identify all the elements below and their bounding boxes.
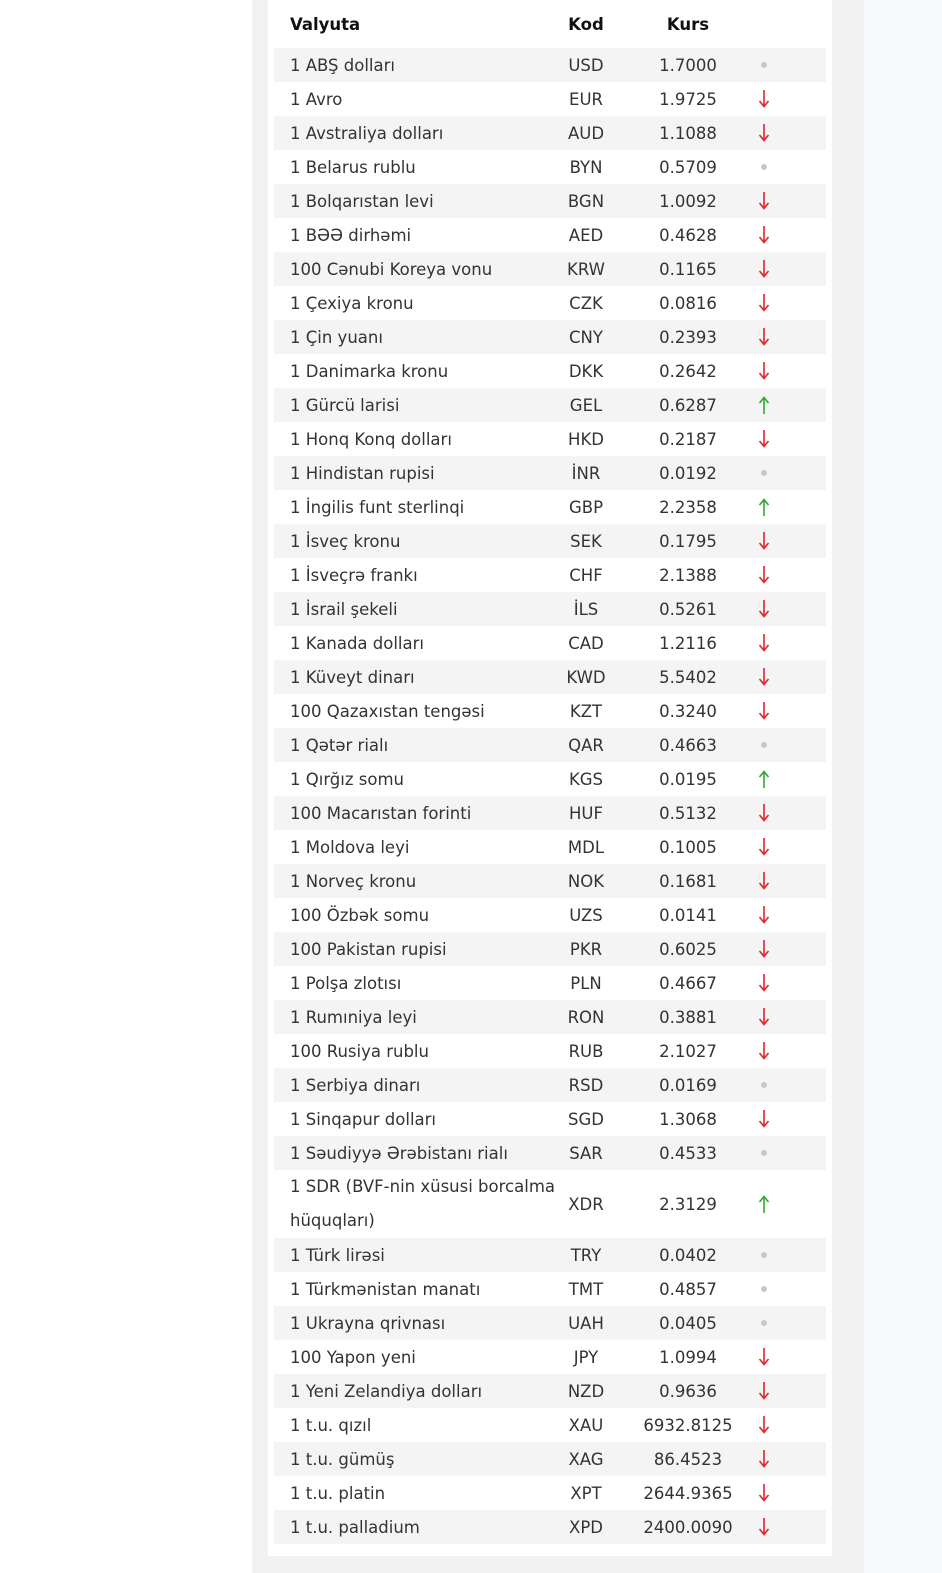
arrow-down-icon [757, 973, 771, 993]
table-row [274, 82, 826, 116]
table-row [274, 286, 826, 320]
currency-code: KZT [569, 701, 603, 721]
currency-code: AED [568, 225, 604, 245]
currency-name: 1 Qırğız somu [290, 769, 404, 789]
currency-code: KGS [568, 769, 604, 789]
exchange-rate: 2.1388 [659, 565, 717, 585]
currency-code: TRY [570, 1245, 602, 1265]
exchange-rate: 1.7000 [659, 55, 717, 75]
arrow-down-icon [757, 89, 771, 109]
trend-indicator [748, 932, 780, 966]
table-row [274, 1000, 826, 1034]
arrow-down-icon [757, 191, 771, 211]
trend-indicator [748, 388, 780, 422]
trend-indicator [748, 320, 780, 354]
arrow-down-icon [757, 1415, 771, 1435]
header-rate: Kurs [666, 14, 710, 34]
arrow-down-icon [757, 1041, 771, 1061]
exchange-rate: 1.2116 [659, 633, 717, 653]
currency-name: 1 Moldova leyi [290, 837, 410, 857]
arrow-down-icon [757, 259, 771, 279]
arrow-down-icon [757, 225, 771, 245]
exchange-rate: 0.5709 [659, 157, 717, 177]
arrow-down-icon [757, 871, 771, 891]
currency-name: 100 Özbək somu [290, 905, 430, 925]
exchange-rate: 0.0192 [659, 463, 717, 483]
exchange-rate: 0.1795 [659, 531, 717, 551]
table-row [274, 354, 826, 388]
arrow-up-icon [757, 769, 771, 789]
table-row [274, 320, 826, 354]
currency-code: RON [567, 1007, 605, 1027]
table-row [274, 1442, 826, 1476]
currency-name: 1 İngilis funt sterlinqi [290, 497, 465, 517]
currency-code: NOK [567, 871, 605, 891]
neutral-dot-icon [761, 742, 767, 748]
currency-name: 1 t.u. gümüş [290, 1449, 395, 1469]
arrow-down-icon [757, 1449, 771, 1469]
table-row [274, 1102, 826, 1136]
trend-indicator [748, 558, 780, 592]
exchange-rate: 2644.9365 [643, 1483, 733, 1503]
trend-indicator [748, 218, 780, 252]
currency-name: 1 Küveyt dinarı [290, 667, 415, 687]
exchange-rate: 0.0195 [659, 769, 717, 789]
trend-indicator [748, 830, 780, 864]
exchange-rate: 0.0816 [659, 293, 717, 313]
trend-indicator [748, 1238, 780, 1272]
currency-name: 1 t.u. platin [290, 1483, 386, 1503]
table-row [274, 932, 826, 966]
trend-indicator [748, 1442, 780, 1476]
trend-indicator [748, 762, 780, 796]
currency-code: QAR [568, 735, 604, 755]
currency-code: RUB [568, 1041, 604, 1061]
table-row [274, 592, 826, 626]
currency-code: SGD [568, 1109, 604, 1129]
currency-code: XPD [569, 1517, 603, 1537]
exchange-rate: 0.0402 [659, 1245, 717, 1265]
arrow-down-icon [757, 293, 771, 313]
exchange-rate: 0.5261 [659, 599, 717, 619]
exchange-rate: 0.4663 [659, 735, 717, 755]
currency-name: 1 Gürcü larisi [290, 395, 400, 415]
exchange-rate: 1.9725 [659, 89, 717, 109]
currency-code: PKR [569, 939, 603, 959]
trend-indicator [748, 660, 780, 694]
table-row [274, 184, 826, 218]
currency-code: CNY [569, 327, 603, 347]
exchange-rate: 0.3240 [659, 701, 717, 721]
currency-name: 1 Çexiya kronu [290, 293, 414, 313]
trend-indicator [748, 252, 780, 286]
currency-name: 1 Rumıniya leyi [290, 1007, 417, 1027]
exchange-rate: 0.4533 [659, 1143, 717, 1163]
table-row [274, 490, 826, 524]
trend-indicator [748, 1340, 780, 1374]
currency-code: NZD [567, 1381, 605, 1401]
arrow-down-icon [757, 531, 771, 551]
currency-code: HUF [569, 803, 603, 823]
neutral-dot-icon [761, 470, 767, 476]
currency-code: RSD [568, 1075, 604, 1095]
currency-name: 1 Türk lirəsi [290, 1245, 385, 1265]
currency-rates-table [274, 0, 826, 1544]
currency-code: CZK [569, 293, 603, 313]
currency-name: 100 Rusiya rublu [290, 1041, 429, 1061]
currency-code: İNR [571, 463, 601, 483]
exchange-rate: 2400.0090 [643, 1517, 733, 1537]
neutral-dot-icon [761, 1082, 767, 1088]
table-row [274, 1306, 826, 1340]
neutral-dot-icon [761, 1252, 767, 1258]
currency-code: XAU [568, 1415, 604, 1435]
arrow-up-icon [757, 395, 771, 415]
exchange-rate: 0.0405 [659, 1313, 717, 1333]
currency-name: 1 Kanada dolları [290, 633, 424, 653]
table-row [274, 1034, 826, 1068]
arrow-down-icon [757, 939, 771, 959]
currency-code: XPT [570, 1483, 602, 1503]
trend-indicator [748, 1102, 780, 1136]
currency-code: JPY [573, 1347, 599, 1367]
trend-indicator [748, 1374, 780, 1408]
trend-indicator [748, 966, 780, 1000]
exchange-rate: 0.2642 [659, 361, 717, 381]
exchange-rate: 86.4523 [653, 1449, 723, 1469]
exchange-rate: 1.3068 [659, 1109, 717, 1129]
right-sidebar [864, 0, 942, 1573]
exchange-rate: 0.4667 [659, 973, 717, 993]
trend-indicator [748, 456, 780, 490]
currency-code: BGN [567, 191, 605, 211]
arrow-down-icon [757, 1517, 771, 1537]
currency-code: USD [568, 55, 604, 75]
trend-indicator [748, 1136, 780, 1170]
arrow-down-icon [757, 123, 771, 143]
currency-name: 1 Çin yuanı [290, 327, 383, 347]
arrow-down-icon [757, 327, 771, 347]
arrow-down-icon [757, 1483, 771, 1503]
table-row [274, 694, 826, 728]
currency-name: 1 Avro [290, 89, 343, 109]
trend-indicator [748, 1476, 780, 1510]
neutral-dot-icon [761, 62, 767, 68]
exchange-rate: 0.4628 [659, 225, 717, 245]
table-row [274, 388, 826, 422]
trend-indicator [748, 864, 780, 898]
currency-name: 1 Yeni Zelandiya dolları [290, 1381, 483, 1401]
neutral-dot-icon [761, 1286, 767, 1292]
currency-name: 1 Serbiya dinarı [290, 1075, 421, 1095]
table-row [274, 830, 826, 864]
currency-code: HKD [568, 429, 604, 449]
trend-indicator [748, 184, 780, 218]
header-code: Kod [568, 14, 604, 34]
currency-name: 100 Qazaxıstan tengəsi [290, 701, 485, 721]
currency-name: 1 Polşa zlotısı [290, 973, 402, 993]
exchange-rate: 0.2393 [659, 327, 717, 347]
currency-name: 1 Sinqapur dolları [290, 1109, 437, 1129]
currency-code: UZS [569, 905, 603, 925]
table-row [274, 1374, 826, 1408]
exchange-rate: 1.1088 [659, 123, 717, 143]
currency-name: 1 Hindistan rupisi [290, 463, 435, 483]
table-row [274, 626, 826, 660]
table-row [274, 1510, 826, 1544]
currency-name: 1 t.u. qızıl [290, 1415, 372, 1435]
trend-indicator [748, 796, 780, 830]
currency-name: 1 ABŞ dolları [290, 55, 395, 75]
currency-name: 1 t.u. palladium [290, 1517, 420, 1537]
trend-indicator [748, 422, 780, 456]
exchange-rate: 0.3881 [659, 1007, 717, 1027]
trend-indicator [748, 354, 780, 388]
exchange-rate: 0.1165 [659, 259, 717, 279]
currency-name: 1 Səudiyyə Ərəbistanı rialı [290, 1143, 508, 1163]
table-row [274, 150, 826, 184]
arrow-up-icon [757, 497, 771, 517]
table-row [274, 1272, 826, 1306]
trend-indicator [748, 728, 780, 762]
table-row [274, 218, 826, 252]
trend-indicator [748, 1000, 780, 1034]
table-row [274, 762, 826, 796]
currency-code: SEK [570, 531, 602, 551]
currency-name: 100 Pakistan rupisi [290, 939, 447, 959]
currency-code: İLS [573, 599, 599, 619]
table-header [274, 0, 826, 48]
arrow-down-icon [757, 701, 771, 721]
table-row [274, 1238, 826, 1272]
table-row [274, 252, 826, 286]
currency-name: 100 Yapon yeni [290, 1347, 416, 1367]
currency-code: KWD [566, 667, 606, 687]
trend-indicator [748, 1034, 780, 1068]
trend-indicator [748, 150, 780, 184]
currency-code: UAH [568, 1313, 604, 1333]
arrow-down-icon [757, 1007, 771, 1027]
table-row [274, 422, 826, 456]
arrow-down-icon [757, 361, 771, 381]
table-row [274, 1408, 826, 1442]
currency-code: BYN [569, 157, 603, 177]
trend-indicator [748, 694, 780, 728]
exchange-rate: 0.9636 [659, 1381, 717, 1401]
trend-indicator [748, 1272, 780, 1306]
currency-name: 1 Avstraliya dolları [290, 123, 444, 143]
exchange-rate: 0.2187 [659, 429, 717, 449]
table-row [274, 456, 826, 490]
currency-code: AUD [567, 123, 605, 143]
currency-name: 1 Honq Konq dolları [290, 429, 452, 449]
arrow-up-icon [757, 1194, 771, 1214]
trend-indicator [748, 1408, 780, 1442]
currency-name: 100 Cənubi Koreya vonu [290, 259, 493, 279]
currency-code: PLN [570, 973, 602, 993]
exchange-rate: 0.1681 [659, 871, 717, 891]
neutral-dot-icon [761, 164, 767, 170]
currency-code: GBP [568, 497, 604, 517]
exchange-rate: 1.0092 [659, 191, 717, 211]
trend-indicator [748, 1068, 780, 1102]
arrow-down-icon [757, 667, 771, 687]
table-row [274, 1170, 826, 1238]
trend-indicator [748, 490, 780, 524]
table-row [274, 524, 826, 558]
arrow-down-icon [757, 905, 771, 925]
trend-indicator [748, 48, 780, 82]
exchange-rate: 2.1027 [659, 1041, 717, 1061]
exchange-rate: 0.0141 [659, 905, 717, 925]
table-row [274, 728, 826, 762]
currency-code: CHF [569, 565, 603, 585]
neutral-dot-icon [761, 1320, 767, 1326]
trend-indicator [748, 82, 780, 116]
exchange-rate: 2.2358 [659, 497, 717, 517]
exchange-rate: 5.5402 [659, 667, 717, 687]
currency-name: 1 Türkmənistan manatı [290, 1279, 481, 1299]
currency-name: 1 İsveç kronu [290, 531, 401, 551]
table-row [274, 660, 826, 694]
currency-code: CAD [568, 633, 604, 653]
exchange-rate: 6932.8125 [643, 1415, 733, 1435]
table-row [274, 796, 826, 830]
trend-indicator [748, 626, 780, 660]
currency-code: EUR [569, 89, 603, 109]
arrow-down-icon [757, 803, 771, 823]
header-currency: Valyuta [290, 14, 361, 34]
currency-rates-card [268, 0, 832, 1556]
trend-indicator [748, 898, 780, 932]
header-trend [748, 0, 780, 48]
currency-code: DKK [568, 361, 604, 381]
currency-name: 1 SDR (BVF-nin xüsusi borcalma hüquqları) [290, 1177, 555, 1230]
exchange-rate: 1.0994 [659, 1347, 717, 1367]
table-row [274, 1476, 826, 1510]
currency-name: 1 Qətər rialı [290, 735, 389, 755]
currency-name: 1 İsrail şekeli [290, 599, 398, 619]
exchange-rate: 0.6025 [659, 939, 717, 959]
currency-code: KRW [567, 259, 605, 279]
currency-name: 1 Norveç kronu [290, 871, 417, 891]
currency-code: MDL [567, 837, 605, 857]
currency-name: 1 Bolqarıstan levi [290, 191, 434, 211]
table-row [274, 864, 826, 898]
table-row [274, 1340, 826, 1374]
currency-code: XAG [568, 1449, 604, 1469]
neutral-dot-icon [761, 1150, 767, 1156]
currency-code: GEL [569, 395, 603, 415]
table-row [274, 898, 826, 932]
trend-indicator [748, 286, 780, 320]
currency-code: TMT [568, 1279, 604, 1299]
currency-name: 1 İsveçrə frankı [290, 565, 418, 585]
arrow-down-icon [757, 429, 771, 449]
exchange-rate: 0.0169 [659, 1075, 717, 1095]
table-row [274, 48, 826, 82]
exchange-rate: 0.5132 [659, 803, 717, 823]
table-row [274, 116, 826, 150]
arrow-down-icon [757, 633, 771, 653]
currency-name: 1 BƏƏ dirhəmi [290, 225, 412, 245]
table-row [274, 1136, 826, 1170]
arrow-down-icon [757, 837, 771, 857]
table-row [274, 558, 826, 592]
arrow-down-icon [757, 565, 771, 585]
arrow-down-icon [757, 1381, 771, 1401]
arrow-down-icon [757, 599, 771, 619]
trend-indicator [748, 1170, 780, 1238]
table-body [274, 48, 826, 1544]
table-row [274, 1068, 826, 1102]
exchange-rate: 0.6287 [659, 395, 717, 415]
trend-indicator [748, 1306, 780, 1340]
currency-code: XDR [568, 1194, 604, 1214]
trend-indicator [748, 524, 780, 558]
exchange-rate: 0.4857 [659, 1279, 717, 1299]
trend-indicator [748, 592, 780, 626]
currency-name: 100 Macarıstan forinti [290, 803, 472, 823]
exchange-rate: 0.1005 [659, 837, 717, 857]
arrow-down-icon [757, 1347, 771, 1367]
exchange-rate: 2.3129 [659, 1194, 717, 1214]
currency-name: 1 Danimarka kronu [290, 361, 449, 381]
arrow-down-icon [757, 1109, 771, 1129]
trend-indicator [748, 116, 780, 150]
currency-code: SAR [569, 1143, 603, 1163]
currency-name: 1 Belarus rublu [290, 157, 416, 177]
currency-name: 1 Ukrayna qrivnası [290, 1313, 446, 1333]
table-row [274, 966, 826, 1000]
trend-indicator [748, 1510, 780, 1544]
